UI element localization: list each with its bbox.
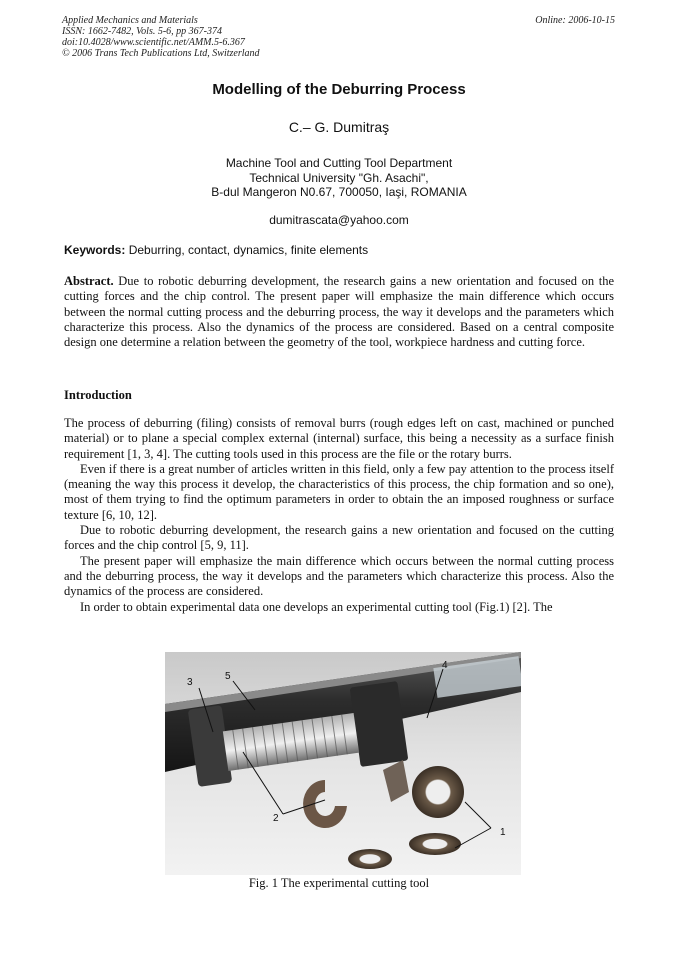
paper-title: Modelling of the Deburring Process [212, 81, 466, 98]
journal-copyright: © 2006 Trans Tech Publications Ltd, Switzerland [62, 48, 260, 59]
abstract [64, 274, 614, 350]
introduction-body [64, 416, 614, 615]
figure-caption: Fig. 1 The experimental cutting tool [248, 876, 430, 890]
keywords-label: Keywords: [64, 243, 126, 257]
abstract-text: Due to robotic deburring development, the research gains a new orientation and focused on the cutting forces and the chip control. The present paper will emphasize the main difference which occurs between the normal cutting process and the deburring process, the way it develops and the parameters which characterize this process. Also the dynamics of the process are considered. Based on a central composite design one determine a relation between the geometry of the tool, workpiece hardness and cutting force. [64, 274, 614, 350]
affiliation-line-3: B-dul Mangeron N0.67, 700050, Iaşi, ROMANIA [211, 185, 467, 199]
paragraph: Due to robotic deburring development, the research gains a new orientation and focused on the cutting forces and the chip control [5, 9, 11]. [64, 523, 614, 553]
journal-doi: doi:10.4028/www.scientific.net/AMM.5-6.367 [62, 37, 245, 48]
online-date: Online: 2006-10-15 [535, 15, 615, 26]
callout-label-1: 1 [500, 827, 506, 838]
keywords-text: Deburring, contact, dynamics, finite elements [125, 243, 369, 257]
affiliation-line-1: Machine Tool and Cutting Tool Department [225, 156, 453, 170]
author-email: dumitrascata@yahoo.com [269, 213, 409, 227]
callout-label-3: 3 [187, 677, 193, 688]
abstract-label: Abstract. [64, 274, 114, 288]
callout-label-5: 5 [225, 671, 231, 682]
paragraph: The present paper will emphasize the main difference which occurs between the normal cutting process and the deburring process, the way it develops and the parameters which characterize this process. Also the dynamics of the process are considered. [64, 553, 614, 599]
journal-header [62, 15, 260, 59]
section-heading-introduction: Introduction [64, 388, 132, 402]
journal-name: Applied Mechanics and Materials [62, 15, 198, 26]
affiliation-line-2: Technical University "Gh. Asachi", [249, 170, 429, 185]
journal-issn: ISSN: 1662-7482, Vols. 5-6, pp 367-374 [62, 26, 222, 37]
callout-label-4: 4 [442, 660, 448, 671]
paper-author: C.– G. Dumitraş [288, 119, 390, 135]
paragraph: The process of deburring (filing) consists of removal burrs (rough edges left on cast, machined or punched material) or to plane a special complex external (internal) surface, this being a necessity as a surface finish requirement [1, 3, 4]. The cutting tools used in this process are the file or the rotary burrs. [64, 416, 614, 461]
cutting-tool-photo [165, 652, 521, 875]
keywords [64, 243, 368, 257]
figure-1-photo [165, 652, 521, 875]
author-affiliation [0, 156, 678, 200]
paragraph: Even if there is a great number of articles written in this field, only a few pay attention to the process itself (meaning the way this process it develop, the characteristics of this process, the chip formation and so one), most of them trying to find the optimum parameters in order to obtain the an imposed roughness or surface texture [6, 10, 12]. [64, 461, 614, 522]
paragraph: In order to obtain experimental data one develops an experimental cutting tool (Fig.1) [2]. The [80, 599, 553, 614]
callout-label-2: 2 [273, 813, 279, 824]
